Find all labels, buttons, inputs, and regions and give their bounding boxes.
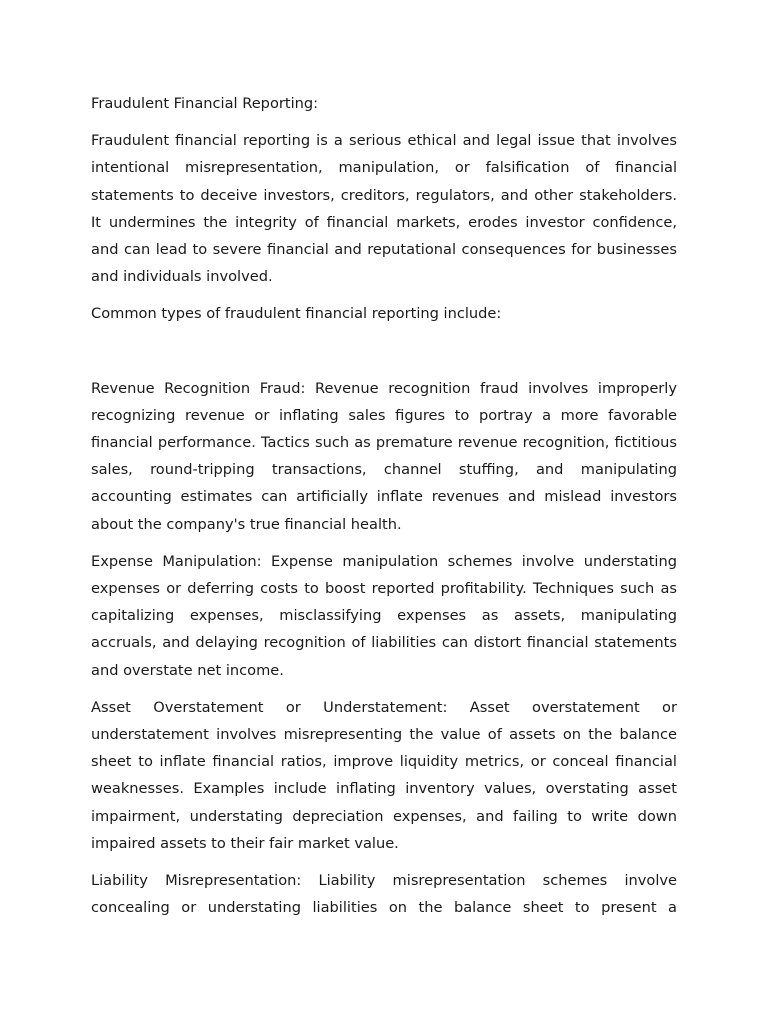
intro-paragraph: Fraudulent financial reporting is a serious ethical and legal issue that involves intentional misrepresentation, manipulation, or falsification of financial statements to deceive investors, creditors, regulators, and other stakeholders. It undermines the integrity of financial markets, erodes investor confidence, and can lead to severe financial and reputational consequences for businesses and individuals involved. bbox=[91, 132, 677, 286]
section-asset-misstatement: Asset Overstatement or Understatement: Asset overstatement or understatement involves misrepresenting the value of assets on the balance sheet to inflate financial ratios, improve liquidity metrics, or conceal financial weaknesses. Examples include inflating inventory values, overstating asset impairment, understating depreciation expenses, and failing to write down impaired assets to their fair market value. bbox=[91, 698, 677, 852]
types-lead-paragraph: Common types of fraudulent financial reporting include: bbox=[91, 305, 502, 323]
blank-spacer bbox=[91, 338, 677, 375]
document-page bbox=[91, 90, 677, 931]
section-revenue-recognition: Revenue Recognition Fraud: Revenue recognition fraud involves improperly recognizing revenue or inflating sales figures to portray a more favorable financial performance. Tactics such as premature revenue recognition, fictitious sales, round-tripping transactions, channel stuffing, and manipulating accounting estimates can artificially inflate revenues and mislead investors about the company's true financial health. bbox=[91, 379, 677, 533]
section-liability-misrepresentation: Liability Misrepresentation: Liability misrepresentation schemes involve concealing or understating liabilities on the balance sheet to present a bbox=[91, 872, 677, 917]
document-heading: Fraudulent Financial Reporting: bbox=[91, 95, 319, 112]
section-expense-manipulation: Expense Manipulation: Expense manipulation schemes involve understating expenses or deferring costs to boost reported profitability. Techniques such as capitalizing expenses, misclassifying expenses as assets, manipulating accruals, and delaying recognition of liabilities can distort financial statements and overstate net income. bbox=[91, 552, 677, 679]
